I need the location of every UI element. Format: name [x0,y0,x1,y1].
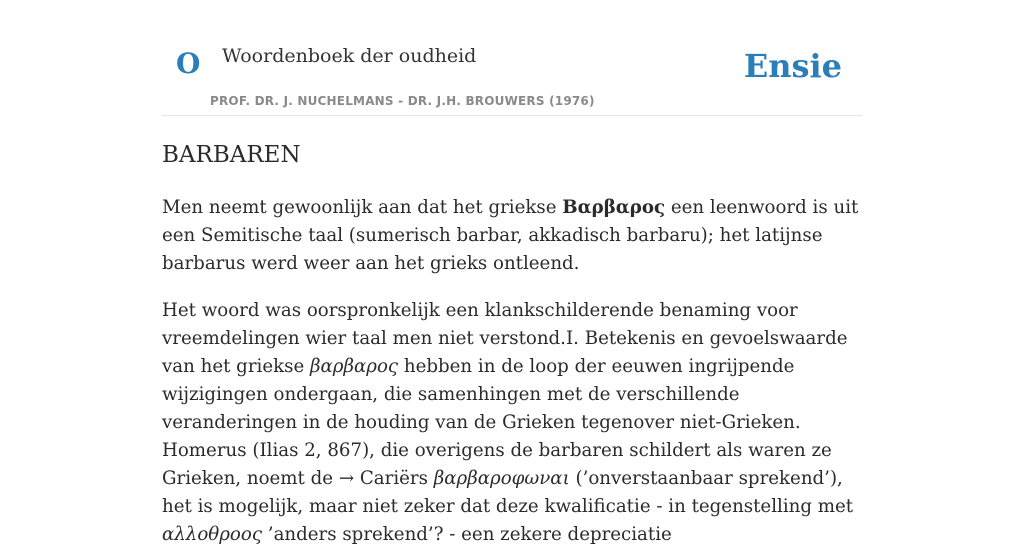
p2-text-1: Het woord was oorspronkelijk een klankschilderende benaming voor vreemdelingen wier taal men niet verstond.I. Betekenis en gevoelswaarde van het griekse [162,299,848,377]
p2-greek-term-1: βαρβαρος [310,355,399,377]
authors: PROF. DR. J. NUCHELMANS - DR. J.H. BROUWERS (1976) [210,94,595,108]
header [162,0,862,116]
paragraph-1 [162,194,862,278]
cross-reference-link[interactable]: Cariërs [359,467,428,489]
book-title[interactable]: Woordenboek der oudheid [222,45,477,67]
logo-letter-icon[interactable]: O [176,47,201,80]
p1-greek-term: Βαρβαρος [562,196,666,218]
paragraph-2 [162,297,862,549]
p1-text-2: een leenwoord is uit een Semitische taal (sumerisch barbar, akkadisch barbaru); het latijnse barbarus werd weer aan het grieks ontleend. [162,196,859,274]
p1-text-1: Men neemt gewoonlijk aan dat het griekse [162,196,563,218]
cross-reference-arrow-icon: → [338,467,355,489]
p2-text-5: ’anders sprekend’? - een zekere depreciatie [262,523,672,545]
p2-greek-term-3: αλλοθροος [162,523,263,545]
page [162,0,862,545]
p2-greek-term-2: βαρβαροφωναι [433,467,570,489]
p2-text-4: (’onverstaanbaar sprekend’), het is mogelijk, maar niet zeker dat deze kwalificatie - in tegenstelling met [162,467,854,517]
p2-text-2: hebben in de loop der eeuwen ingrijpende wijzigingen ondergaan, die samenhingen met de verschillende veranderingen in de houding van de Grieken tegenover niet-Grieken. Homerus (Ilias 2, 867), die overigens de barbaren schildert als waren ze Grieken, noemt de [162,355,832,489]
brand-logo[interactable]: Ensie [743,47,842,85]
entry-title: BARBAREN [162,142,301,168]
